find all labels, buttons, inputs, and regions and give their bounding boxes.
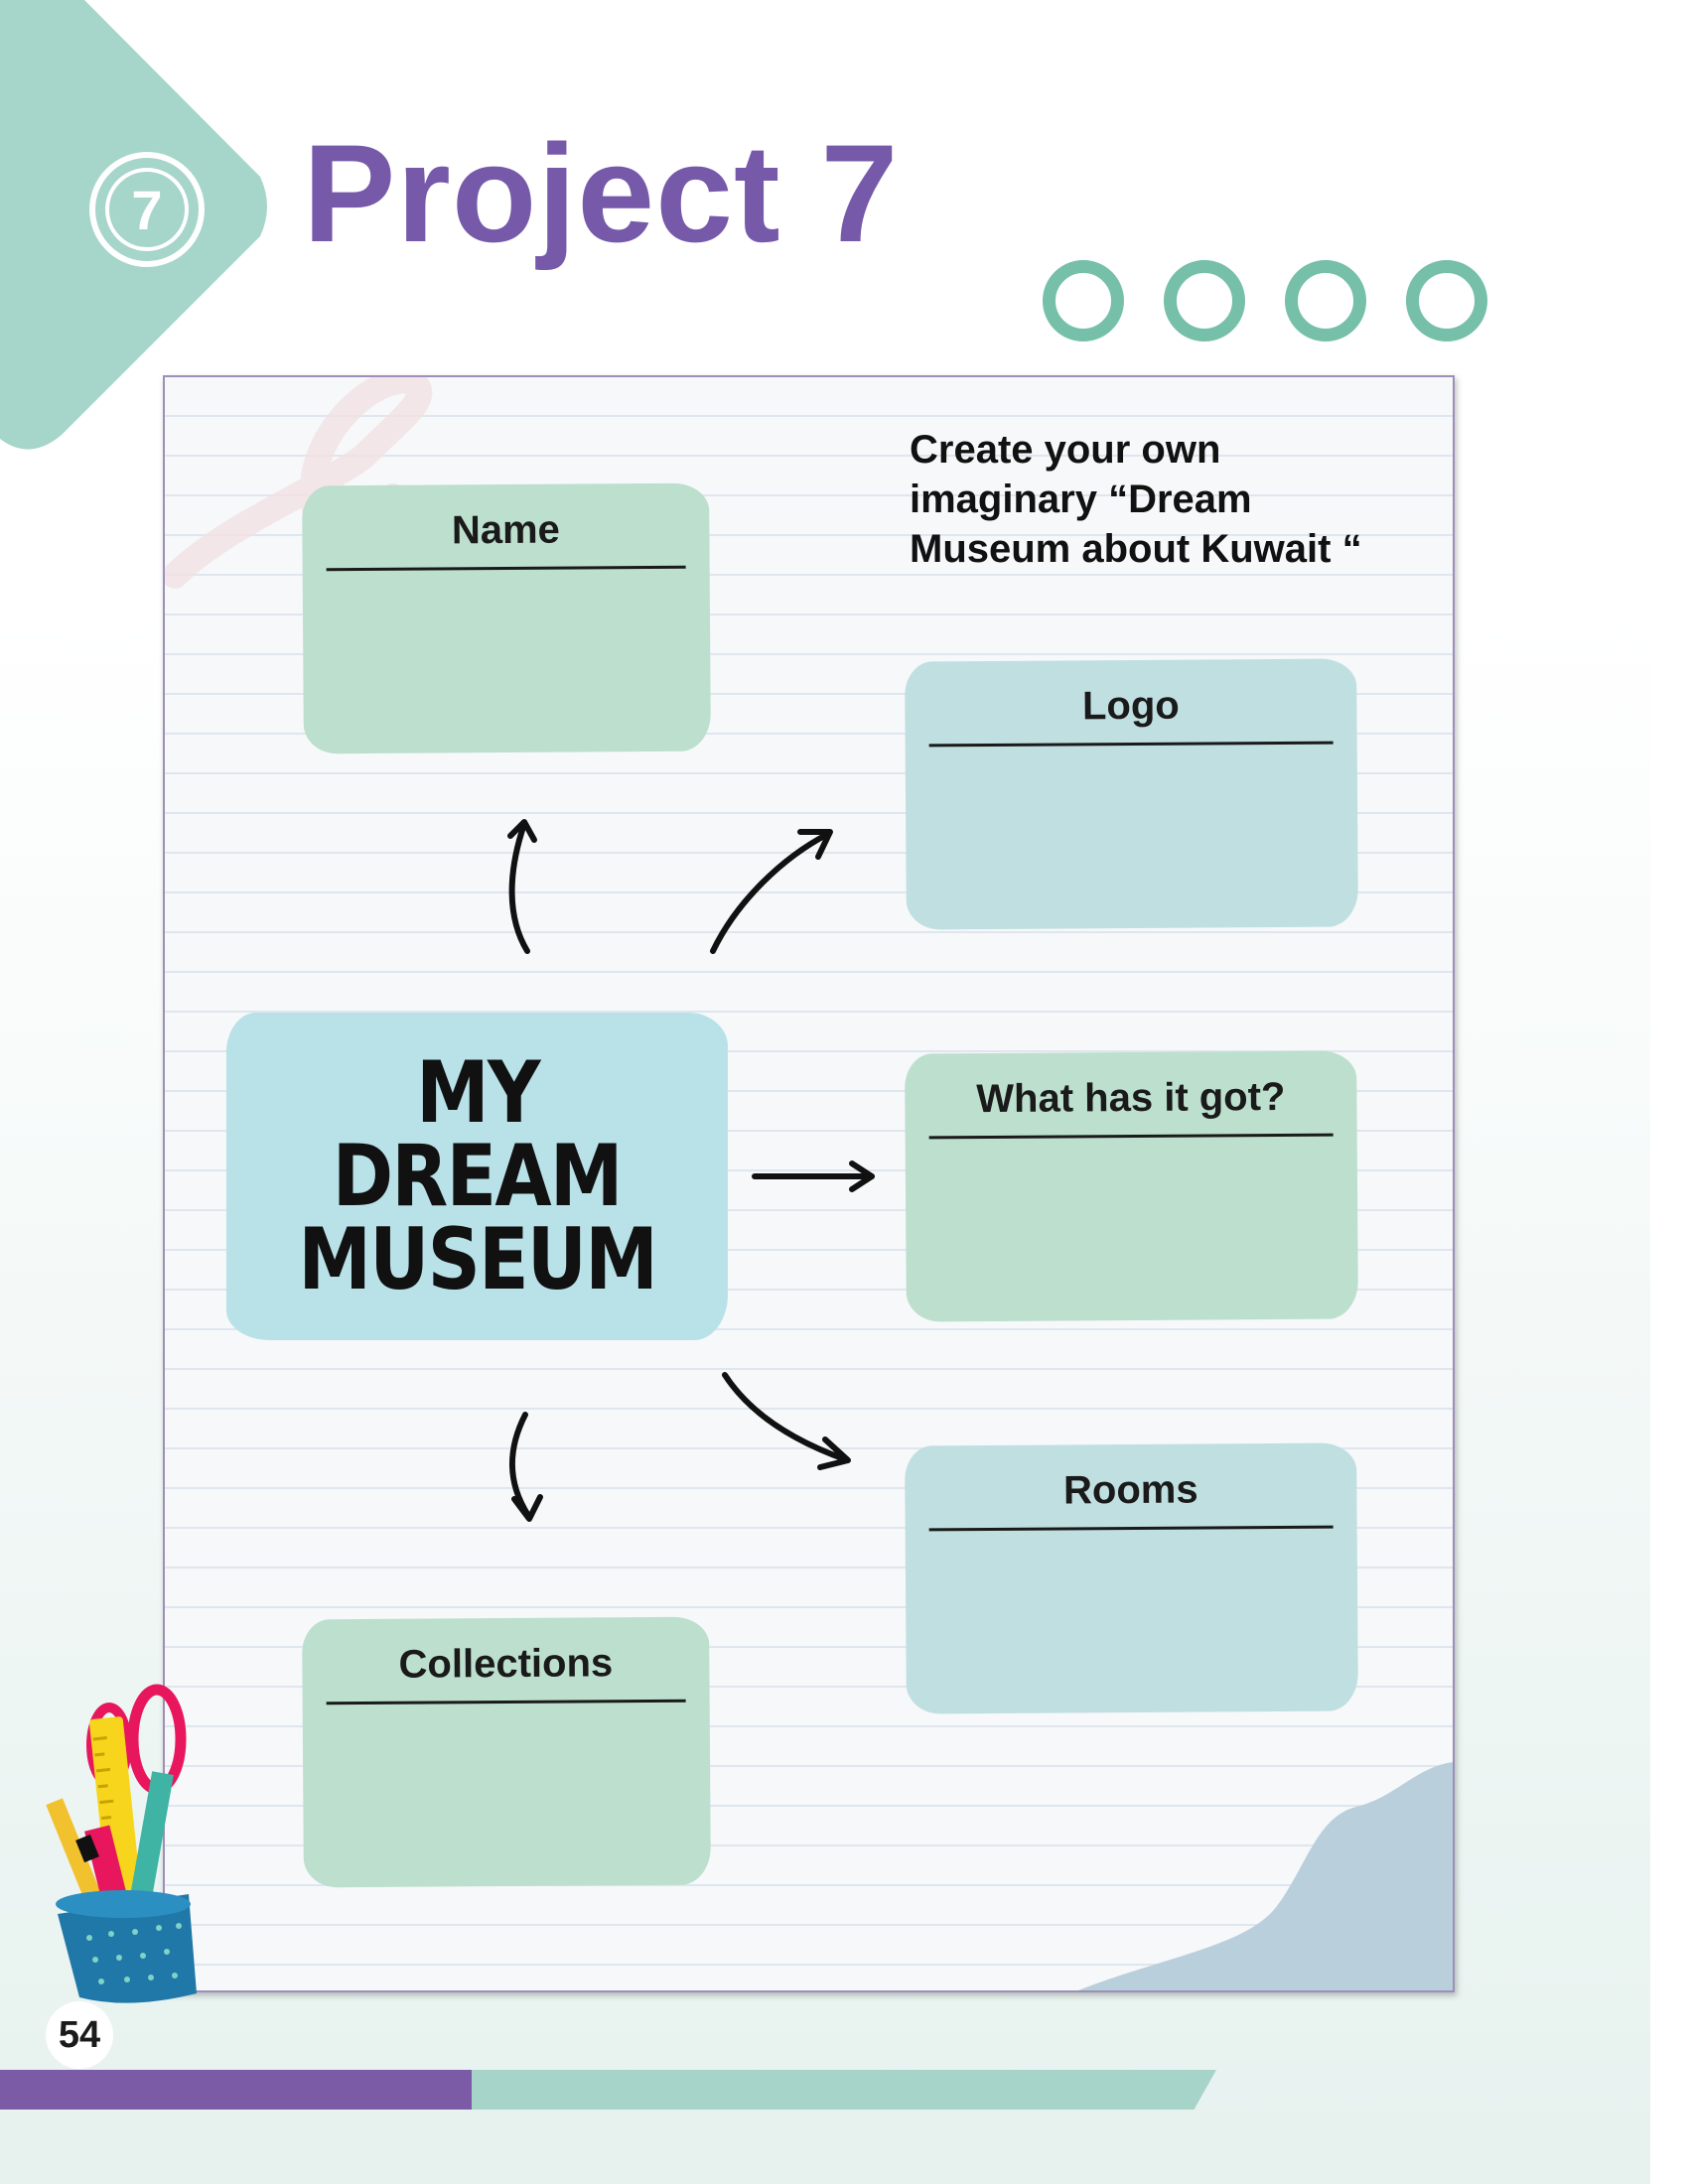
footer-bar-teal bbox=[472, 2070, 1216, 2110]
collections-rule bbox=[327, 1700, 686, 1706]
footer-bar bbox=[0, 2070, 1216, 2110]
rooms-label: Rooms bbox=[1062, 1467, 1198, 1513]
name-label: Name bbox=[451, 507, 560, 553]
what-has-it-got-rule bbox=[929, 1134, 1334, 1140]
name-rule bbox=[327, 566, 686, 572]
rooms-rule bbox=[929, 1526, 1334, 1532]
pencil-cup-illustration bbox=[40, 1678, 218, 2005]
center-title-line: MY bbox=[415, 1043, 539, 1143]
corner-blob bbox=[1078, 1762, 1453, 1990]
arrow-icon bbox=[514, 1497, 540, 1519]
progress-dot bbox=[1406, 260, 1487, 341]
project-number: 7 bbox=[105, 168, 189, 251]
footer-bar-purple bbox=[0, 2070, 472, 2110]
collections-label: Collections bbox=[398, 1641, 614, 1687]
what-has-it-got-box[interactable] bbox=[905, 1050, 1358, 1321]
arrow-icon bbox=[512, 824, 527, 951]
progress-dot bbox=[1285, 260, 1366, 341]
rooms-box[interactable] bbox=[905, 1442, 1358, 1713]
collections-box[interactable] bbox=[302, 1617, 711, 1888]
logo-box[interactable] bbox=[905, 658, 1358, 929]
center-title-box bbox=[226, 1013, 728, 1340]
center-title-line: DREAM bbox=[332, 1127, 623, 1226]
instructions-text: Create your own imaginary “Dream Museum about Kuwait “ bbox=[910, 428, 1362, 571]
progress-dot bbox=[1164, 260, 1245, 341]
arrow-icon bbox=[713, 834, 828, 951]
logo-rule bbox=[929, 742, 1334, 748]
arrow-icon bbox=[725, 1375, 845, 1459]
center-title-line: MUSEUM bbox=[298, 1210, 656, 1309]
name-box[interactable] bbox=[302, 483, 711, 754]
what-has-it-got-label: What has it got? bbox=[976, 1074, 1286, 1122]
page-number: 54 bbox=[46, 2001, 113, 2069]
progress-dots bbox=[1043, 260, 1487, 341]
worksheet-panel bbox=[163, 375, 1455, 1992]
logo-label: Logo bbox=[1081, 683, 1180, 729]
progress-dot bbox=[1043, 260, 1124, 341]
page-title: Project 7 bbox=[303, 115, 900, 271]
project-number-badge bbox=[89, 152, 205, 267]
